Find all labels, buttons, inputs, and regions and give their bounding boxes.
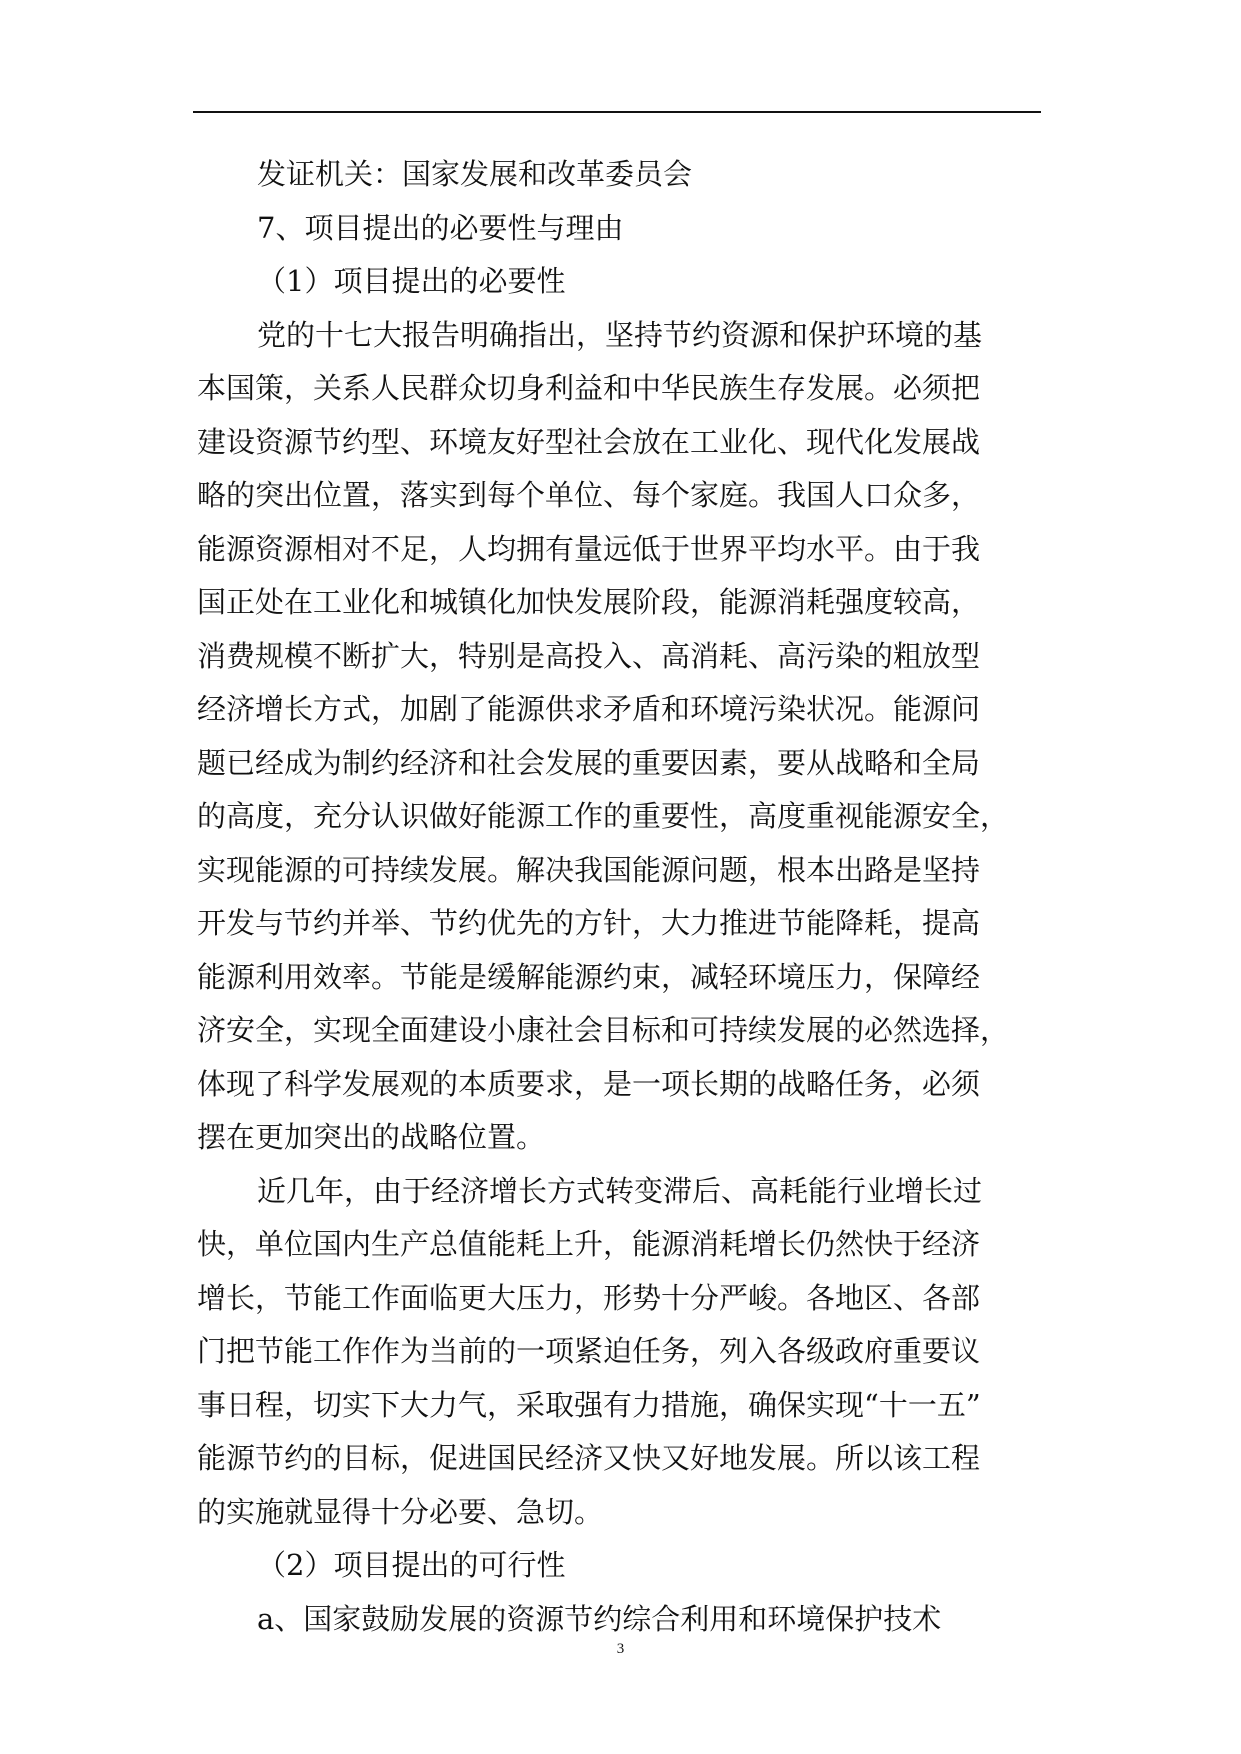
text-line: a、国家鼓励发展的资源节约综合利用和环境保护技术 — [257, 1601, 942, 1636]
text-line: 经济增长方式，加剧了能源供求矛盾和环境污染状况。能源问 — [197, 692, 981, 726]
text-line: 事日程，切实下大力气，采取强有力措施，确保实现“十一五” — [197, 1387, 981, 1422]
page-number: 3 — [616, 1641, 625, 1657]
text-line: 建设资源节约型、环境友好型社会放在工业化、现代化发展战 — [197, 424, 981, 459]
text-line: （2）项目提出的可行性 — [257, 1548, 566, 1582]
text-line: 党的十七大报告明确指出，坚持节约资源和保护环境的基 — [257, 317, 983, 352]
text-line: 发证机关：国家发展和改革委员会 — [257, 157, 693, 191]
text-line: 摆在更加突出的战略位置。 — [197, 1120, 546, 1154]
header-rule — [193, 111, 1041, 113]
text-line: 开发与节约并举、节约优先的方针，大力推进节能降耗，提高 — [197, 906, 981, 940]
text-line: 7、项目提出的必要性与理由 — [257, 210, 624, 245]
text-line: 门把节能工作作为当前的一项紧迫任务，列入各级政府重要议 — [197, 1334, 981, 1368]
text-line: 略的突出位置，落实到每个单位、每个家庭。我国人口众多， — [197, 478, 981, 512]
text-line: 体现了科学发展观的本质要求，是一项长期的战略任务，必须 — [197, 1066, 981, 1101]
text-line: 能源资源相对不足，人均拥有量远低于世界平均水平。由于我 — [197, 531, 981, 566]
text-line: 快，单位国内生产总值能耗上升，能源消耗增长仍然快于经济 — [197, 1227, 981, 1261]
text-line: 济安全，实现全面建设小康社会目标和可持续发展的必然选择， — [197, 1013, 1010, 1047]
document-body — [197, 148, 1057, 1646]
text-line: 增长，节能工作面临更大压力，形势十分严峻。各地区、各部 — [197, 1280, 981, 1315]
text-line: （1）项目提出的必要性 — [257, 264, 566, 298]
text-line: 本国策，关系人民群众切身利益和中华民族生存发展。必须把 — [197, 371, 981, 405]
text-line: 近几年，由于经济增长方式转变滞后、高耗能行业增长过 — [257, 1173, 983, 1208]
text-line: 实现能源的可持续发展。解决我国能源问题，根本出路是坚持 — [197, 852, 981, 887]
text-line: 能源利用效率。节能是缓解能源约束，减轻环境压力，保障经 — [197, 959, 981, 994]
text-line: 的高度，充分认识做好能源工作的重要性，高度重视能源安全， — [197, 799, 1010, 833]
text-line: 题已经成为制约经济和社会发展的重要因素，要从战略和全局 — [197, 745, 981, 780]
text-line: 国正处在工业化和城镇化加快发展阶段，能源消耗强度较高， — [197, 585, 981, 619]
text-line: 消费规模不断扩大，特别是高投入、高消耗、高污染的粗放型 — [197, 638, 981, 673]
text-line: 能源节约的目标，促进国民经济又快又好地发展。所以该工程 — [197, 1441, 981, 1475]
text-line: 的实施就显得十分必要、急切。 — [197, 1494, 604, 1529]
